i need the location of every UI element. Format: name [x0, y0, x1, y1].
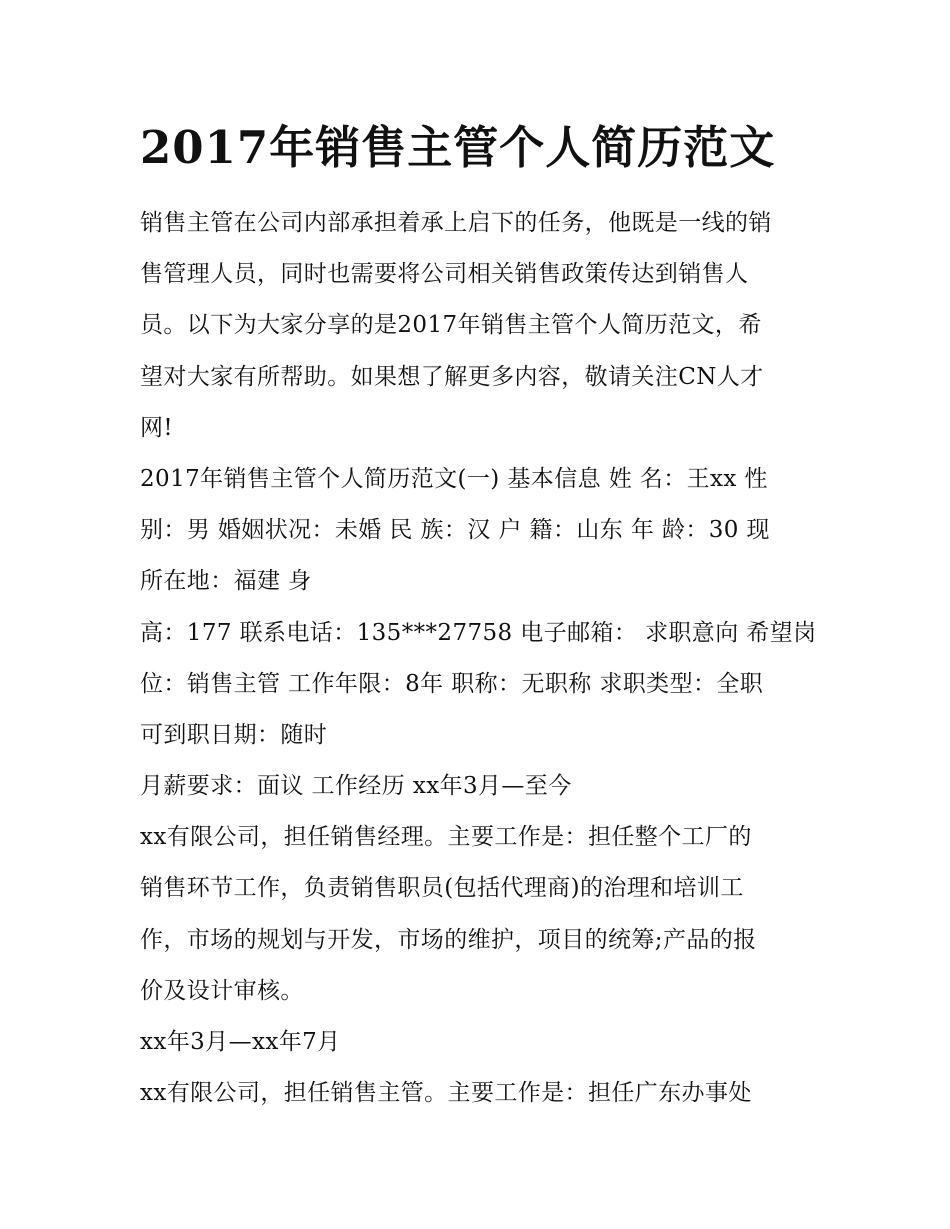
- body-line: 售管理人员，同时也需要将公司相关销售政策传达到销售人: [140, 261, 749, 288]
- body-line: 员。以下为大家分享的是2017年销售主管个人简历范文，希: [140, 312, 762, 339]
- body-line: 作，市场的规划与开发，市场的维护，项目的统筹;产品的报: [140, 926, 757, 953]
- document-body: [140, 198, 820, 1119]
- body-line: 望对大家有所帮助。如果想了解更多内容，敬请关注CN人才: [140, 363, 764, 390]
- body-line: 网!: [140, 414, 174, 441]
- body-line: 所在地：福建 身: [140, 568, 312, 595]
- document-title: 2017年销售主管个人简历范文: [140, 121, 776, 174]
- body-line: xx年3月—xx年7月: [140, 1029, 341, 1055]
- body-line: 别：男 婚姻状况：未婚 民 族：汉 户 籍：山东 年 龄：30 现: [140, 517, 770, 544]
- body-line: 价及设计审核。: [140, 977, 304, 1004]
- body-line: 销售环节工作，负责销售职员(包括代理商)的治理和培训工: [140, 875, 744, 902]
- body-line: xx有限公司，担任销售主管。主要工作是：担任广东办事处: [140, 1080, 752, 1107]
- document-page: [140, 118, 820, 1119]
- body-line: 月薪要求：面议 工作经历 xx年3月—至今: [140, 773, 572, 800]
- body-line: 可到职日期：随时: [140, 721, 328, 748]
- body-line: xx有限公司，担任销售经理。主要工作是：担任整个工厂的: [140, 824, 752, 851]
- body-line: 高：177 联系电话：135***27758 电子邮箱： 求职意向 希望岗: [140, 619, 817, 646]
- body-line: 销售主管在公司内部承担着承上启下的任务，他既是一线的销: [140, 210, 772, 236]
- body-line: 位：销售主管 工作年限：8年 职称：无职称 求职类型：全职: [140, 670, 764, 697]
- body-line: 2017年销售主管个人简历范文(一) 基本信息 姓 名：王xx 性: [140, 465, 768, 492]
